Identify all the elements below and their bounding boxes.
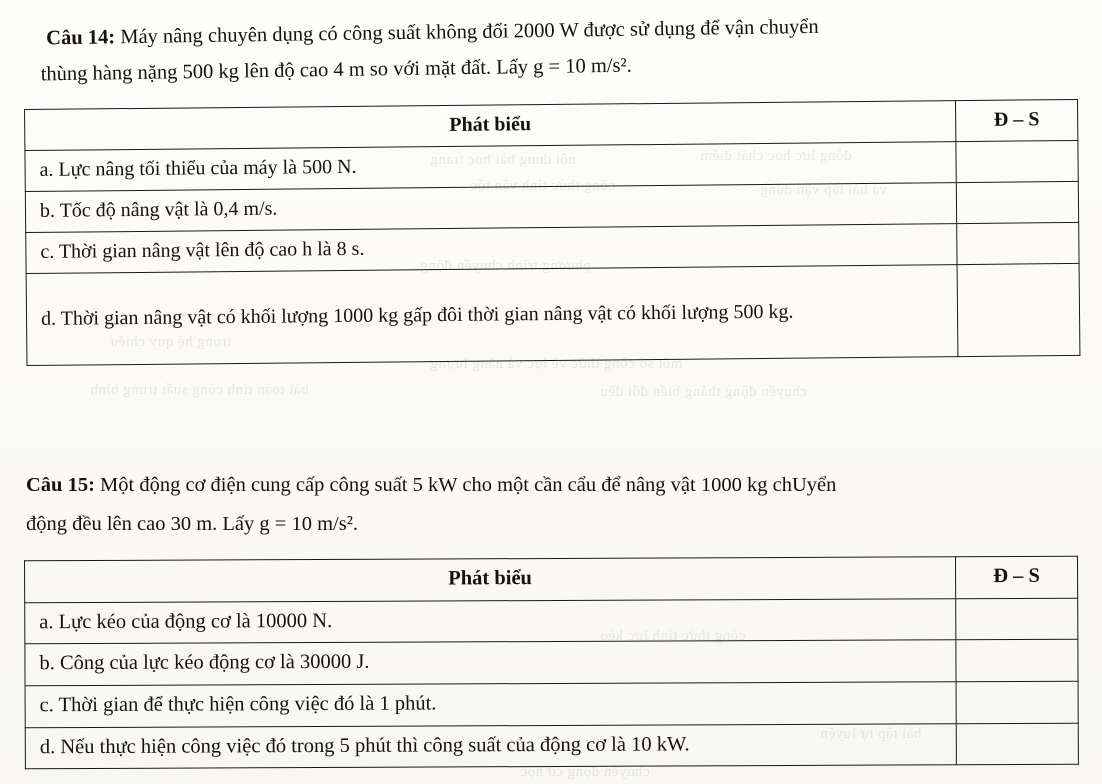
table-row: [25, 598, 1078, 644]
ghost-text: nôi dung bài hoc trang: [430, 152, 576, 168]
question-14-table-wrapper: [0, 99, 1102, 367]
ghost-text: chuyển động thẳng biến đổi đều: [600, 384, 808, 400]
question-15-line-1: [0, 470, 1102, 501]
column-header-statement: Phát biểu: [25, 557, 956, 603]
ghost-text: bài toán tính công suất trung bình: [90, 382, 309, 398]
question-15-table-wrapper: [0, 556, 1102, 770]
question-15-table: [24, 556, 1079, 770]
table-row: [25, 723, 1078, 769]
ghost-text: đông lưc hoc chất điểm: [700, 148, 852, 164]
statement-cell: b. Tốc độ nâng vật là 0,4 m/s.: [25, 183, 956, 233]
statement-cell: a. Lực kéo của động cơ là 10000 N.: [25, 598, 956, 644]
question-15-label: Câu 15:: [26, 474, 95, 496]
ghost-text: công thức tính lực kéo: [600, 628, 746, 644]
statement-cell: d. Thời gian nâng vật có khối lượng 1000 kg gấp đôi thời gian nâng vật có khối lượng 500 kg.: [26, 265, 958, 366]
answer-cell[interactable]: [956, 681, 1078, 723]
ghost-text: phương trình chuyển động: [420, 258, 591, 274]
table-row: [25, 681, 1078, 727]
ghost-text: bài tập tự luyện: [820, 726, 922, 742]
question-14: [0, 8, 1102, 91]
column-header-statement: Phát biểu: [25, 101, 956, 151]
ghost-text: và bài tập vận dụng: [760, 182, 887, 198]
statement-cell: c. Thời gian nâng vật lên độ cao h là 8 s.: [26, 224, 957, 274]
ghost-text: môt số công thức về lực và năng lượng: [430, 356, 683, 372]
question-14-table: [24, 99, 1080, 366]
statement-cell: d. Nếu thực hiện công việc đó trong 5 phút thì công suất của động cơ là 10 kW.: [25, 723, 956, 769]
statement-cell: b. Công của lực kéo động cơ là 30000 J.: [25, 640, 956, 686]
ghost-text: trong hệ quy chiếu: [110, 334, 232, 350]
answer-cell[interactable]: [956, 181, 1078, 223]
question-14-body-line-2: thùng hàng nặng 500 kg lên độ cao 4 m so với mặt đất. Lấy g = 10 m/s².: [40, 54, 632, 86]
answer-cell[interactable]: [956, 723, 1078, 765]
answer-cell[interactable]: [957, 222, 1079, 264]
table-row: [25, 640, 1078, 686]
ghost-text: chuyển động cơ học: [520, 764, 650, 780]
answer-cell[interactable]: [957, 263, 1080, 356]
column-header-answer: Đ – S: [955, 556, 1077, 598]
question-15: [0, 470, 1102, 540]
question-15-body-line-2: động đều lên cao 30 m. Lấy g = 10 m/s².: [26, 512, 358, 535]
column-header-answer: Đ – S: [955, 99, 1077, 141]
statement-cell: c. Thời gian để thực hiện công việc đó là 1 phút.: [25, 682, 956, 728]
question-14-label: Câu 14:: [46, 26, 116, 50]
statement-cell: a. Lực nâng tối thiểu của máy là 500 N.: [25, 142, 956, 192]
table-row: [26, 263, 1080, 365]
answer-cell[interactable]: [956, 598, 1078, 640]
question-15-body-line-1: Một động cơ điện cung cấp công suất 5 kW cho một cần cẩu để nâng vật 1000 kg chUyển: [100, 474, 837, 496]
answer-cell[interactable]: [956, 640, 1078, 682]
ghost-text: công thức tính vận tốc: [470, 178, 615, 194]
answer-cell[interactable]: [956, 140, 1078, 182]
question-14-body-line-1: Máy nâng chuyên dụng có công suất không đổi 2000 W được sử dụng để vận chuyển: [120, 15, 819, 49]
table-header-row: [25, 556, 1078, 602]
